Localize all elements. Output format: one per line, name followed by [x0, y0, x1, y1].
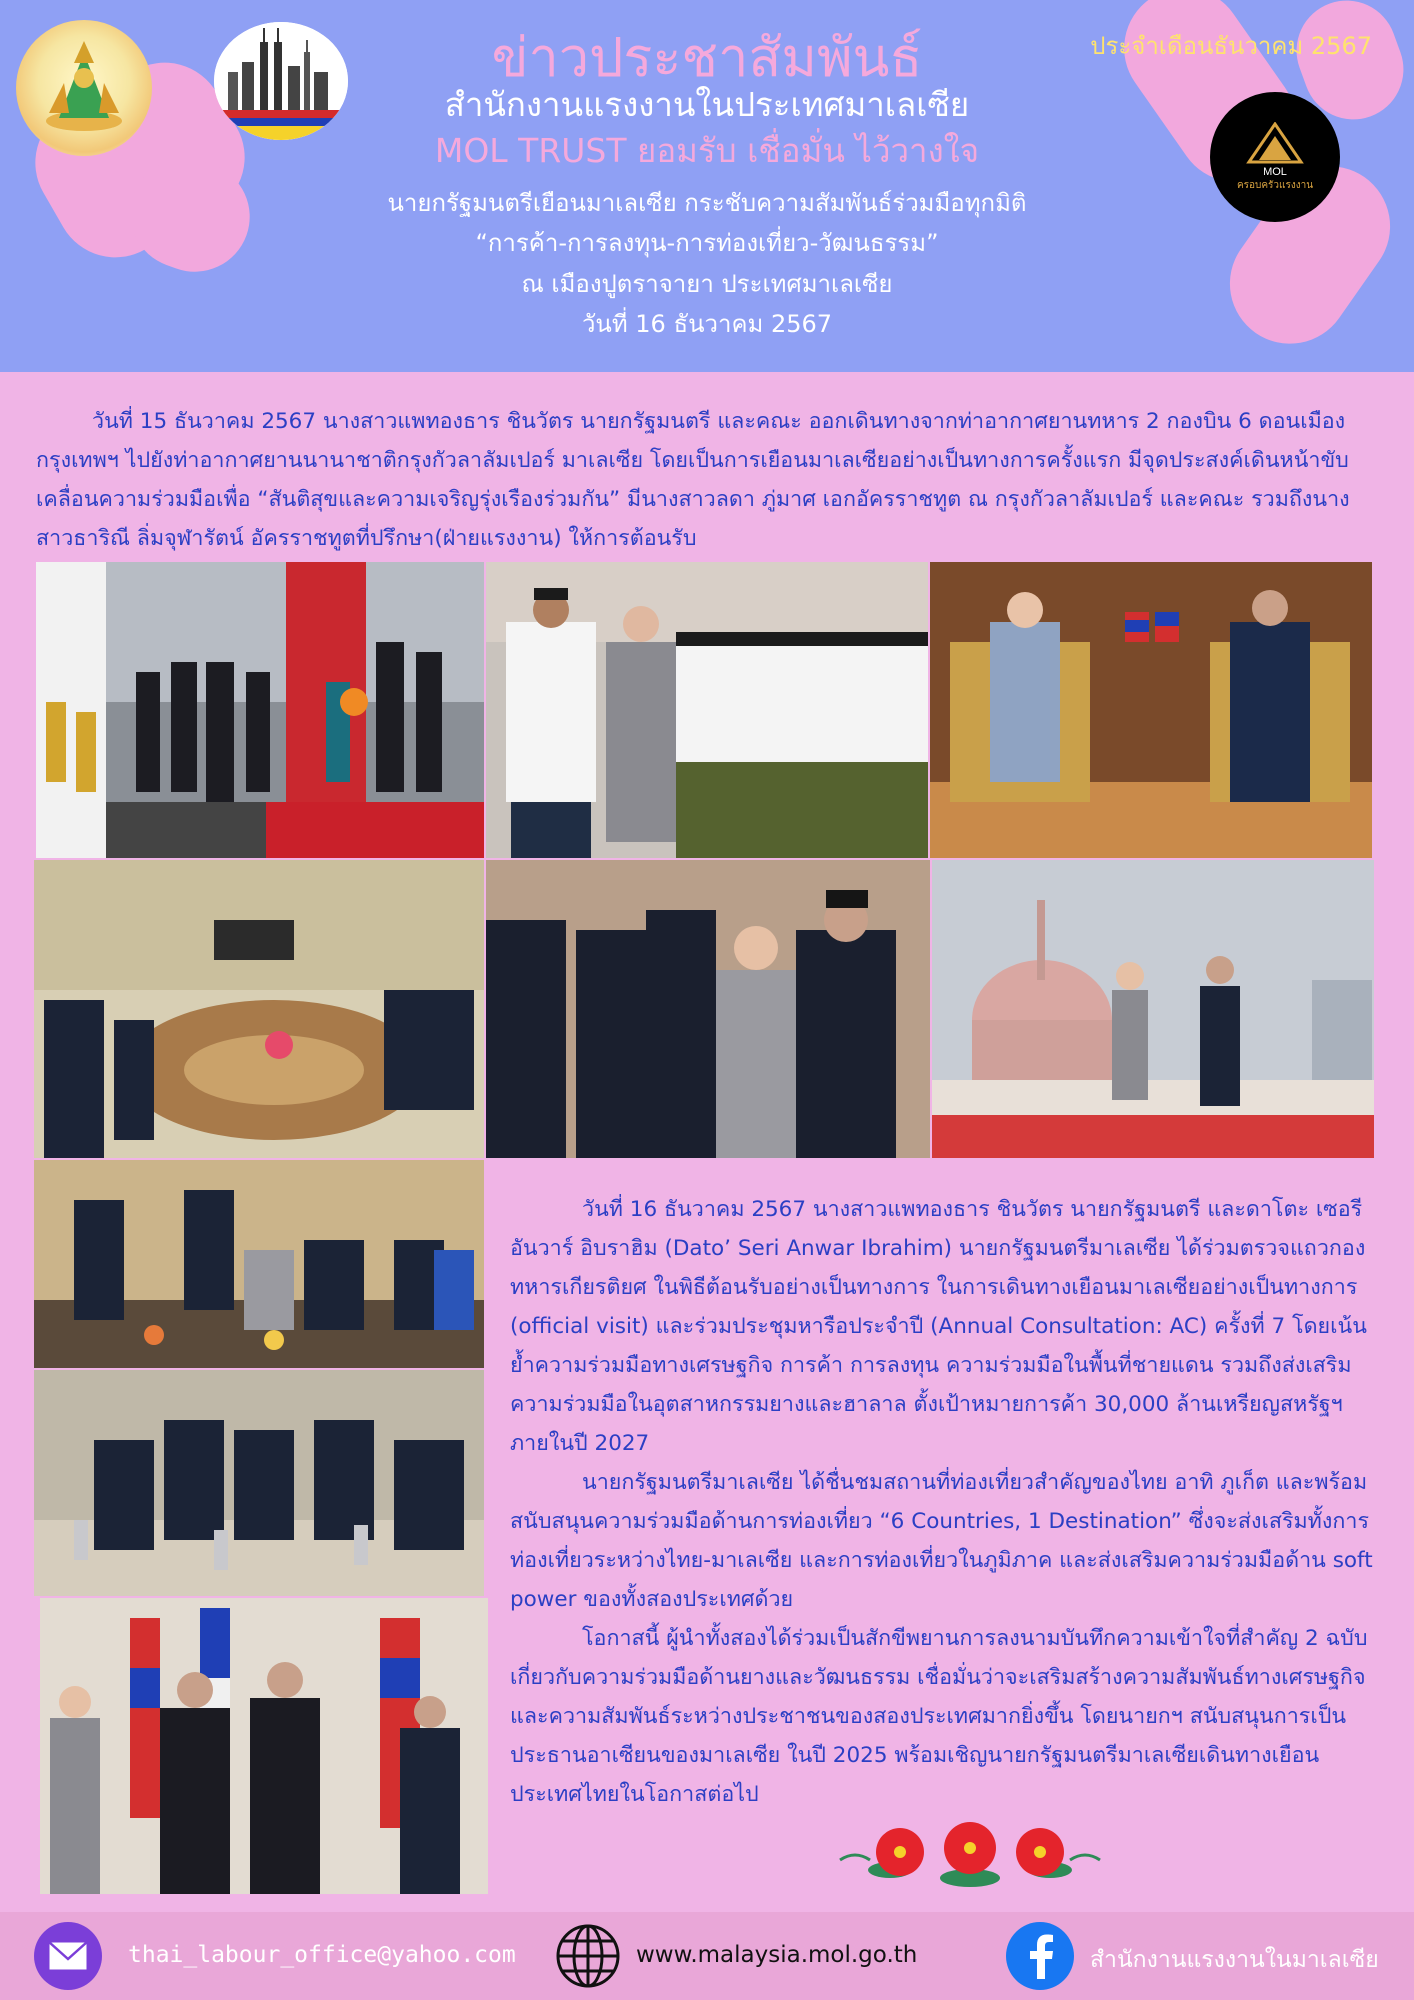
- facebook-icon: [1006, 1922, 1074, 1990]
- issue-month: ประจำเดือนธันวาคม 2567: [1090, 32, 1372, 60]
- header-banner: [0, 0, 1414, 372]
- headline-line-1: นายกรัฐมนตรีเยือนมาเลเซีย กระชับความสัมพันธ์ร่วมมือทุกมิติ: [387, 189, 1027, 217]
- globe-icon: [554, 1922, 622, 1990]
- photo-greeting-wai: [486, 860, 930, 1158]
- headline-line-2: “การค้า-การลงทุน-การท่องเที่ยว-วัฒนธรรม”: [475, 229, 939, 257]
- main-article: [510, 1190, 1380, 1814]
- photo-putra-mosque: [932, 860, 1374, 1158]
- photo-leaders-seated: [930, 562, 1372, 858]
- photo-honor-guard: [486, 562, 928, 858]
- email-link[interactable]: thai_labour_office@yahoo.com: [128, 1942, 516, 1968]
- mol-logo-text: MOL: [1263, 165, 1287, 178]
- page-title: ข่าวประชาสัมพันธ์: [491, 26, 923, 89]
- article-paragraph: โอกาสนี้ ผู้นำทั้งสองได้ร่วมเป็นสักขีพยานการลงนามบันทึกความเข้าใจที่สำคัญ 2 ฉบับ เกี่ยวกับความร่วมมือด้านยางและวัฒนธรรม เชื่อมั่นว่าจะเสริมสร้างความสัมพันธ์ทางเศรษฐกิจ และความสัมพันธ์ระหว่างประชาชนของสองประเทศมากยิ่งขึ้น โดยนายกฯ สนับสนุนการเป็นประธานอาเซียนของมาเลเซีย ในปี 2025 พร้อมเชิญนายกรัฐมนตรีมาเลเซียเดินทางเยือนประเทศไทยในโอกาสต่อไป: [510, 1626, 1368, 1807]
- photo-airport-arrival: [36, 562, 484, 858]
- facebook-page-link[interactable]: สำนักงานแรงงานในมาเลเซีย: [1090, 1947, 1379, 1973]
- article-paragraph: นายกรัฐมนตรีมาเลเซีย ได้ชื่นชมสถานที่ท่องเที่ยวสำคัญของไทย อาทิ ภูเก็ต และพร้อมสนับสนุนความร่วมมือด้านการท่องเที่ยว “6 Countries, 1 Destination” ซึ่งจะส่งเสริมทั้งการท่องเที่ยวระหว่างไทย-มาเลเซีย และการท่องเที่ยวในภูมิภาค และส่งเสริมความร่วมมือด้าน soft power ของทั้งสองประเทศด้วย: [510, 1470, 1373, 1612]
- location: ณ เมืองปูตราจายา ประเทศมาเลเซีย: [521, 270, 893, 298]
- mail-icon: [34, 1922, 102, 1990]
- hibiscus-decoration: [830, 1820, 1110, 1890]
- event-date: วันที่ 16 ธันวาคม 2567: [581, 310, 833, 338]
- photo-meeting-room: [34, 860, 484, 1158]
- website-link[interactable]: www.malaysia.mol.go.th: [636, 1942, 918, 1968]
- photo-delegation-seated: [34, 1160, 484, 1368]
- photo-bilateral-meeting: [34, 1370, 484, 1596]
- article-paragraph: วันที่ 16 ธันวาคม 2567 นางสาวแพทองธาร ชินวัตร นายกรัฐมนตรี และดาโตะ เซอรี อันวาร์ อิบราฮิม (Dato’ Seri Anwar Ibrahim) นายกรัฐมนตรีมาเลเซีย ได้ร่วมตรวจแถวกองทหารเกียรติยศ ในพิธีต้อนรับอย่างเป็นทางการ ในการเดินทางเยือนมาเลเซียอย่างเป็นทางการ (official visit) และร่วมประชุมหารือประจำปี (Annual Consultation: AC) ครั้งที่ 7 โดยเน้นย้ำความร่วมมือทางเศรษฐกิจ การค้า การลงทุน ความร่วมมือในพื้นที่ชายแดน รวมถึงส่งเสริมความร่วมมือในอุตสาหกรรมยางและฮาลาล ตั้งเป้าหมายการค้า 30,000 ล้านเหรียญสหรัฐฯ ภายในปี 2027: [510, 1197, 1367, 1456]
- mol-logo: [1210, 92, 1340, 222]
- intro-paragraph: วันที่ 15 ธันวาคม 2567 นางสาวแพทองธาร ชินวัตร นายกรัฐมนตรี และคณะ ออกเดินทางจากท่าอากาศยานทหาร 2 กองบิน 6 ดอนเมือง กรุงเทพฯ ไปยังท่าอากาศยานนานาชาติกรุงกัวลาลัมเปอร์ มาเลเซีย โดยเป็นการเยือนมาเลเซียอย่างเป็นทางการครั้งแรก มีจุดประสงค์เดินหน้าขับเคลื่อนความร่วมมือเพื่อ “สันติสุขและความเจริญรุ่งเรืองร่วมกัน” มีนางสาวลดา ภู่มาศ เอกอัครราชทูต ณ กรุงกัวลาลัมเปอร์ และคณะ รวมถึงนางสาวธาริณี ลิ่มจุฬารัตน์ อัครราชทูตที่ปรึกษา(ฝ่ายแรงงาน) ให้การต้อนรับ: [36, 409, 1350, 551]
- photo-mou-signing: [40, 1598, 488, 1894]
- slogan: MOL TRUST ยอมรับ เชื่อมั่น ไว้วางใจ: [434, 131, 980, 170]
- office-name: สำนักงานแรงงานในประเทศมาเลเซีย: [444, 85, 970, 124]
- mol-logo-subtext: ครอบครัวแรงงาน: [1236, 179, 1314, 191]
